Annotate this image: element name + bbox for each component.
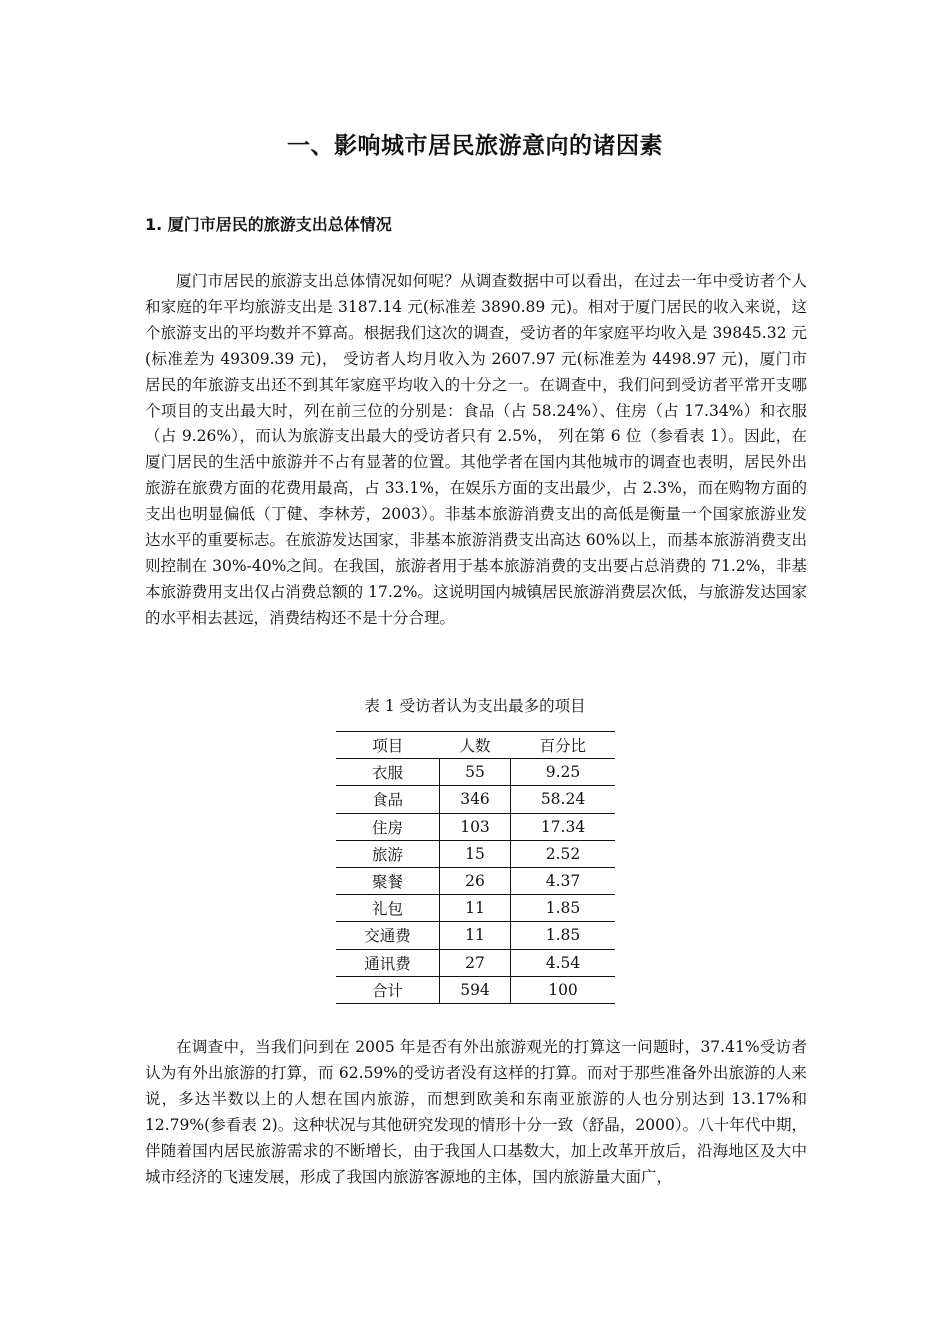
table-total-row: [336, 976, 615, 1003]
table-row: [336, 895, 615, 922]
table-row: [336, 922, 615, 949]
table-cell: 4.54: [511, 949, 616, 976]
table-cell: 11: [440, 895, 511, 922]
table-row: [336, 813, 615, 840]
table-cell: 9.25: [511, 759, 616, 786]
table-cell: 聚餐: [336, 867, 440, 894]
table-row: [336, 949, 615, 976]
table-cell: 1.85: [511, 895, 616, 922]
table-cell: 住房: [336, 813, 440, 840]
table-cell: 58.24: [511, 786, 616, 813]
section-heading: 1. 厦门市居民的旅游支出总体情况: [145, 215, 392, 234]
page-title: 一、影响城市居民旅游意向的诸因素: [287, 133, 663, 159]
table-cell: 15: [440, 840, 511, 867]
table-cell: 1.85: [511, 922, 616, 949]
expense-table: [336, 731, 615, 1004]
table-cell: 26: [440, 867, 511, 894]
table-row: [336, 867, 615, 894]
table-cell: 55: [440, 759, 511, 786]
table-row: [336, 840, 615, 867]
table-cell: 礼包: [336, 895, 440, 922]
table-header-cell: 百分比: [511, 732, 616, 759]
body-paragraph-1: 厦门市居民的旅游支出总体情况如何呢？从调查数据中可以看出，在过去一年中受访者个人和家庭的年平均旅游支出是 3187.14 元(标准差 3890.89 元)。相对于厦门居民的收入来说，这个旅游支出的平均数并不算高。根据我们这次的调查，受访者的年家庭平均收入是 39845.32 元(标准差为 49309.39 元)， 受访者人均月收入为 2607.97 元(标准差为 4498.97 元)，厦门市居民的年旅游支出还不到其年家庭平均收入的十分之一。在调查中，我们问到受访者平常开支哪个项目的支出最大时，列在前三位的分别是：食品（占 58.24%）、住房（占 17.34%）和衣服（占 9.26%），而认为旅游支出最大的受访者只有 2.5%， 列在第 6 位（参看表 1）。因此，在厦门居民的生活中旅游并不占有显著的位置。其他学者在国内其他城市的调查也表明，居民外出旅游在旅费方面的花费用最高，占 33.1%，在娱乐方面的支出最少，占 2.3%，而在购物方面的支出也明显偏低（丁健、李林芳，2003）。非基本旅游消费支出的高低是衡量一个国家旅游业发达水平的重要标志。在旅游发达国家，非基本旅游消费支出高达 60%以上，而基本旅游消费支出则控制在 30%-40%之间。在我国，旅游者用于基本旅游消费的支出要占总消费的 71.2%，非基本旅游费用支出仅占消费总额的 17.2%。这说明国内城镇居民旅游消费层次低，与旅游发达国家的水平相去甚远，消费结构还不是十分合理。: [145, 272, 807, 627]
table-cell: 食品: [336, 786, 440, 813]
table-caption: 表 1 受访者认为支出最多的项目: [364, 697, 586, 715]
table-row: [336, 759, 615, 786]
table-cell: 17.34: [511, 813, 616, 840]
table-cell: 交通费: [336, 922, 440, 949]
table-cell: 通讯费: [336, 949, 440, 976]
table-header-cell: 项目: [336, 732, 440, 759]
table-cell: 11: [440, 922, 511, 949]
table-cell: 合计: [336, 976, 440, 1003]
body-paragraph-2: 在调查中，当我们问到在 2005 年是否有外出旅游观光的打算这一问题时，37.41%受访者认为有外出旅游的打算，而 62.59%的受访者没有这样的打算。而对于那些准备外出旅游的人来说，多达半数以上的人想在国内旅游，而想到欧美和东南亚旅游的人也分别达到 13.17%和 12.79%(参看表 2)。这种状况与其他研究发现的情形十分一致（舒晶，2000）。八十年代中期，伴随着国内居民旅游需求的不断增长，由于我国人口基数大，加上改革开放后，沿海地区及大中城市经济的飞速发展，形成了我国内旅游客源地的主体，国内旅游量大面广，: [145, 1038, 807, 1186]
table-cell: 594: [440, 976, 511, 1003]
table-cell: 4.37: [511, 867, 616, 894]
table-cell: 衣服: [336, 759, 440, 786]
table-cell: 100: [511, 976, 616, 1003]
table-header-cell: 人数: [440, 732, 511, 759]
table-cell: 346: [440, 786, 511, 813]
table-cell: 2.52: [511, 840, 616, 867]
table-cell: 103: [440, 813, 511, 840]
table-row: [336, 786, 615, 813]
table-cell: 旅游: [336, 840, 440, 867]
table-cell: 27: [440, 949, 511, 976]
table-header-row: [336, 732, 615, 759]
